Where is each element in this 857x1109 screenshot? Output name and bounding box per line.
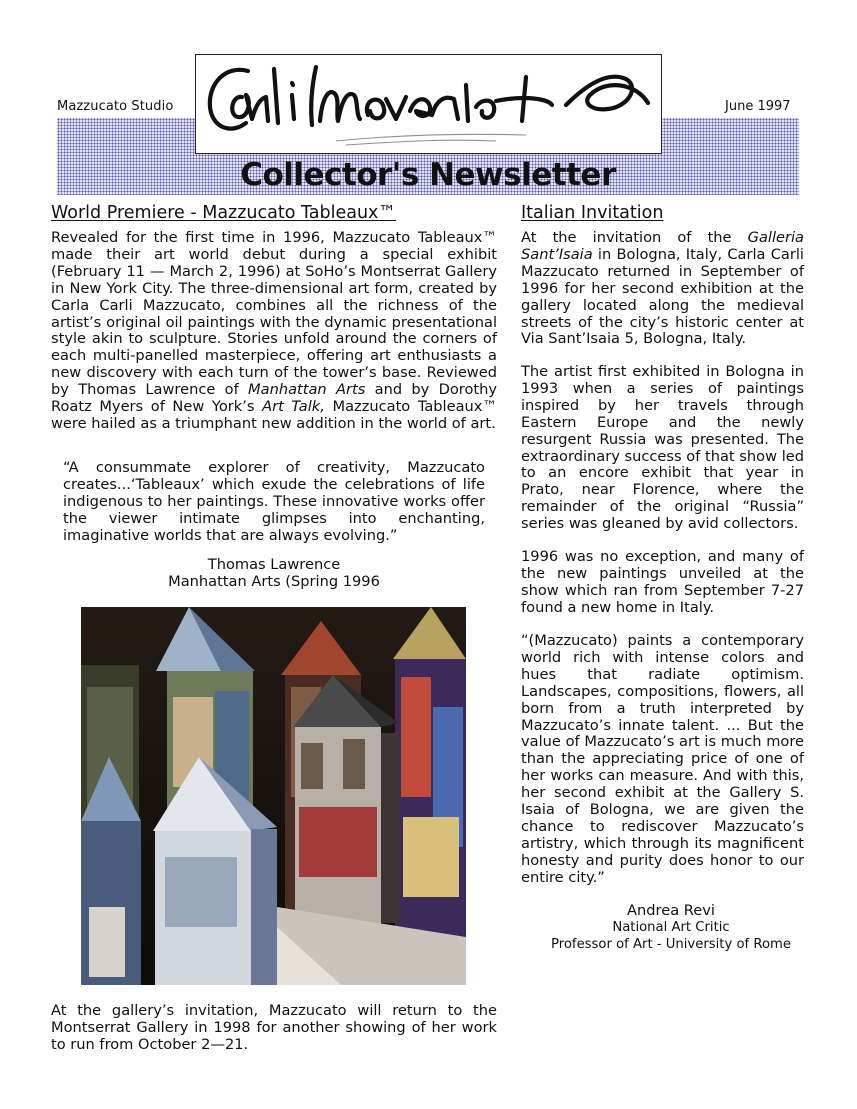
gallery-name: Galleria Sant’Isaia bbox=[521, 229, 804, 263]
newsletter-title: Collector's Newsletter bbox=[240, 157, 616, 193]
paragraph-text: Revealed for the first time in 1996, Mazzucato Tableaux™ made their art world debut during a special exhibit (February 11 — March 2, 1996) at SoHo’s Montserrat Gallery in New York City. The three-dimensional art form, created by Carla Carli Mazzucato, combines all the richness of the artist’s original oil paintings with the dynamic presentational style akin to sculpture. Stories unfold around the corners of each multi-panelled masterpiece, offering art enthusiasts a new discovery with each turn of the tower’s base. Reviewed by Thomas Lawrence of bbox=[51, 229, 497, 399]
italian-paragraph-3: 1996 was no exception, and many of the new paintings unveiled at the show which ran from September 7-27 found a new home in Italy. bbox=[521, 548, 804, 616]
issue-date: June 1997 bbox=[725, 99, 791, 114]
paragraph-text: and by Dorothy Roatz Myers of New York’s bbox=[51, 381, 498, 416]
tableaux-photo bbox=[81, 607, 466, 985]
paragraph-text: Mazzucato Tableaux™ were hailed as a triumphant new addition in the world of art. bbox=[51, 398, 497, 432]
world-premiere-paragraph bbox=[51, 230, 497, 433]
critic-affiliation: Professor of Art - University of Rome bbox=[551, 936, 791, 952]
critic-name: Andrea Revi bbox=[627, 902, 715, 919]
paragraph-text: At the invitation of the bbox=[521, 229, 748, 246]
article-heading-world-premiere: World Premiere - Mazzucato Tableaux™ bbox=[51, 203, 396, 223]
italian-paragraph-1 bbox=[521, 230, 804, 348]
critic-title: National Art Critic bbox=[612, 920, 730, 935]
italian-paragraph-2: The artist first exhibited in Bologna in 1993 when a series of paintings inspired by her travels through Eastern Europe and the newly resurgent Russia was presented. The extraordinary success of that show led to an encore exhibit that year in Prato, near Florence, where the remainder of the original “Russia” series was gleaned by avid collectors. bbox=[521, 363, 804, 533]
critic-attribution bbox=[521, 902, 821, 953]
studio-name: Mazzucato Studio bbox=[57, 99, 174, 114]
lawrence-quote: “A consummate explorer of creativity, Mazzucato creates...‘Tableaux’ which exude the celebrations of life indigenous to her paintings. These innovative works offer the viewer intimate glimpses into enchanting, imaginative worlds that are always evolving.” bbox=[63, 459, 485, 544]
article-heading-italian-invitation: Italian Invitation bbox=[521, 203, 664, 223]
publication-name: Art Talk, bbox=[262, 398, 325, 416]
quote-source: Manhattan Arts (Spring 1996 bbox=[168, 573, 380, 590]
signature-logo bbox=[195, 54, 662, 154]
closing-paragraph: At the gallery’s invitation, Mazzucato will return to the Montserrat Gallery in 1998 for another showing of her work to run from October 2—21. bbox=[51, 1002, 497, 1053]
revi-quote: “(Mazzucato) paints a contemporary world rich with intense colors and hues that radiate optimism. Landscapes, compositions, flowers, all born from a truth interpreted by Mazzucato’s innate talent. ... But the value of Mazzucato’s art is much more than the appreciating price of one of her works can measure. And with this, her second exhibit at the Gallery S. Isaia of Bologna, we are given the chance to rediscover Mazzucato’s artistry, which through its magnificent honesty and purity does honor to our entire city.” bbox=[521, 632, 804, 886]
publication-name: Manhattan Arts bbox=[248, 381, 366, 399]
quote-attribution bbox=[63, 556, 485, 590]
quote-author: Thomas Lawrence bbox=[207, 556, 341, 573]
paragraph-text: in Bologna, Italy, Carla Carli Mazzucato returned in September of 1996 for her second exhibition at the gallery located along the medieval streets of the city’s historic center at Via Sant’Isaia 5, Bologna, Italy. bbox=[521, 245, 804, 348]
